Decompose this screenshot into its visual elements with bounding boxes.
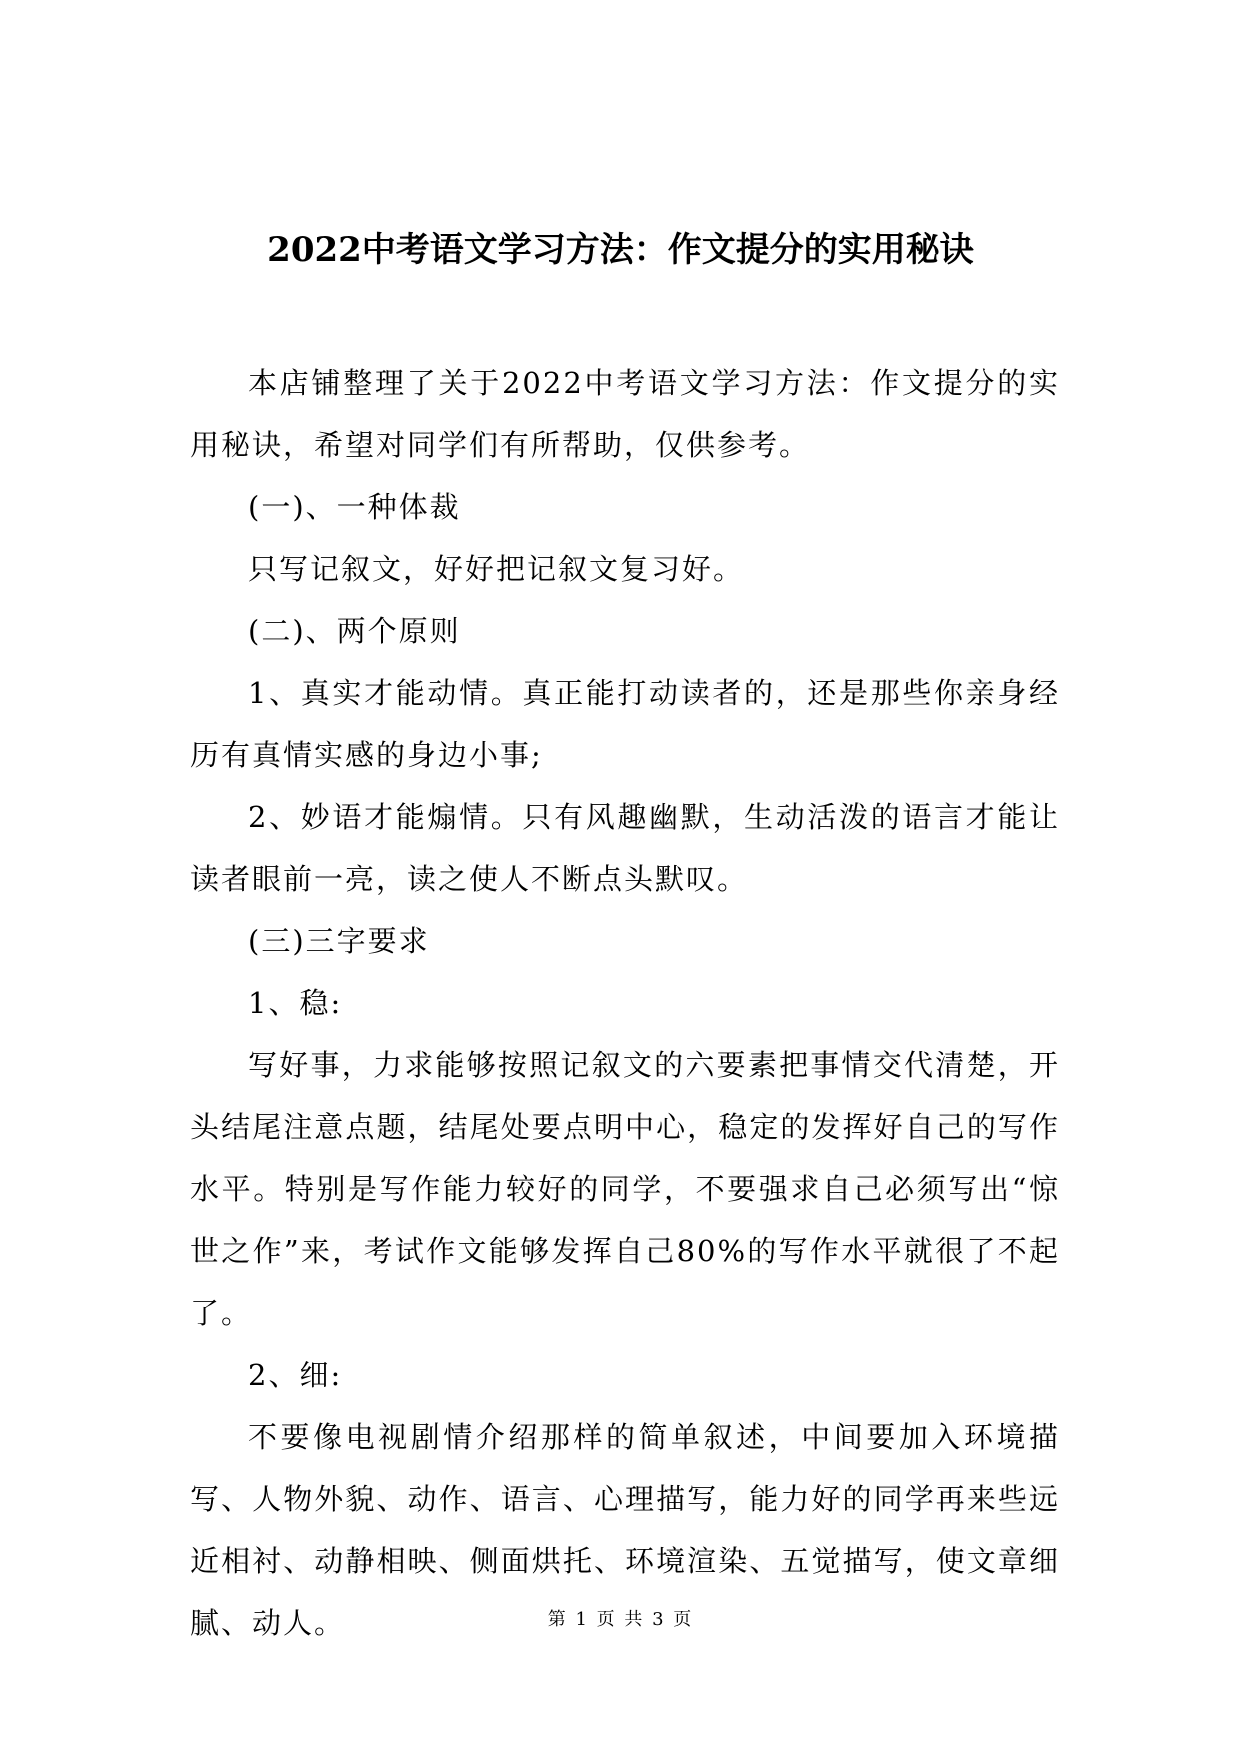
section-heading-1: (一)、一种体裁	[248, 490, 461, 524]
paragraph: 只写记叙文，好好把记叙文复习好。	[248, 552, 745, 586]
paragraph: 2、妙语才能煽情。只有风趣幽默，生动活泼的语言才能让读者眼前一亮，读之使人不断点头默叹。	[190, 800, 1060, 896]
paragraph-intro: 本店铺整理了关于2022中考语文学习方法：作文提分的实用秘诀，希望对同学们有所帮助，仅供参考。	[190, 366, 1060, 462]
paragraph: 不要像电视剧情介绍那样的简单叙述，中间要加入环境描写、人物外貌、动作、语言、心理描写，能力好的同学再来些远近相衬、动静相映、侧面烘托、环境渲染、五觉描写，使文章细腻、动人。	[190, 1420, 1060, 1640]
paragraph: 1、真实才能动情。真正能打动读者的，还是那些你亲身经历有真情实感的身边小事;	[190, 676, 1060, 772]
document-body	[190, 352, 1060, 1654]
sub-heading: 2、细:	[248, 1358, 343, 1392]
section-heading-3: (三)三字要求	[248, 924, 430, 958]
paragraph: 写好事，力求能够按照记叙文的六要素把事情交代清楚，开头结尾注意点题，结尾处要点明中心，稳定的发挥好自己的写作水平。特别是写作能力较好的同学，不要强求自己必须写出“惊世之作”来，考试作文能够发挥自己80%的写作水平就很了不起了。	[190, 1048, 1060, 1330]
sub-heading: 1、稳:	[248, 986, 343, 1020]
document-title: 2022中考语文学习方法：作文提分的实用秘诀	[267, 230, 974, 270]
section-heading-2: (二)、两个原则	[248, 614, 461, 648]
page-footer: 第 1 页 共 3 页	[547, 1609, 694, 1630]
